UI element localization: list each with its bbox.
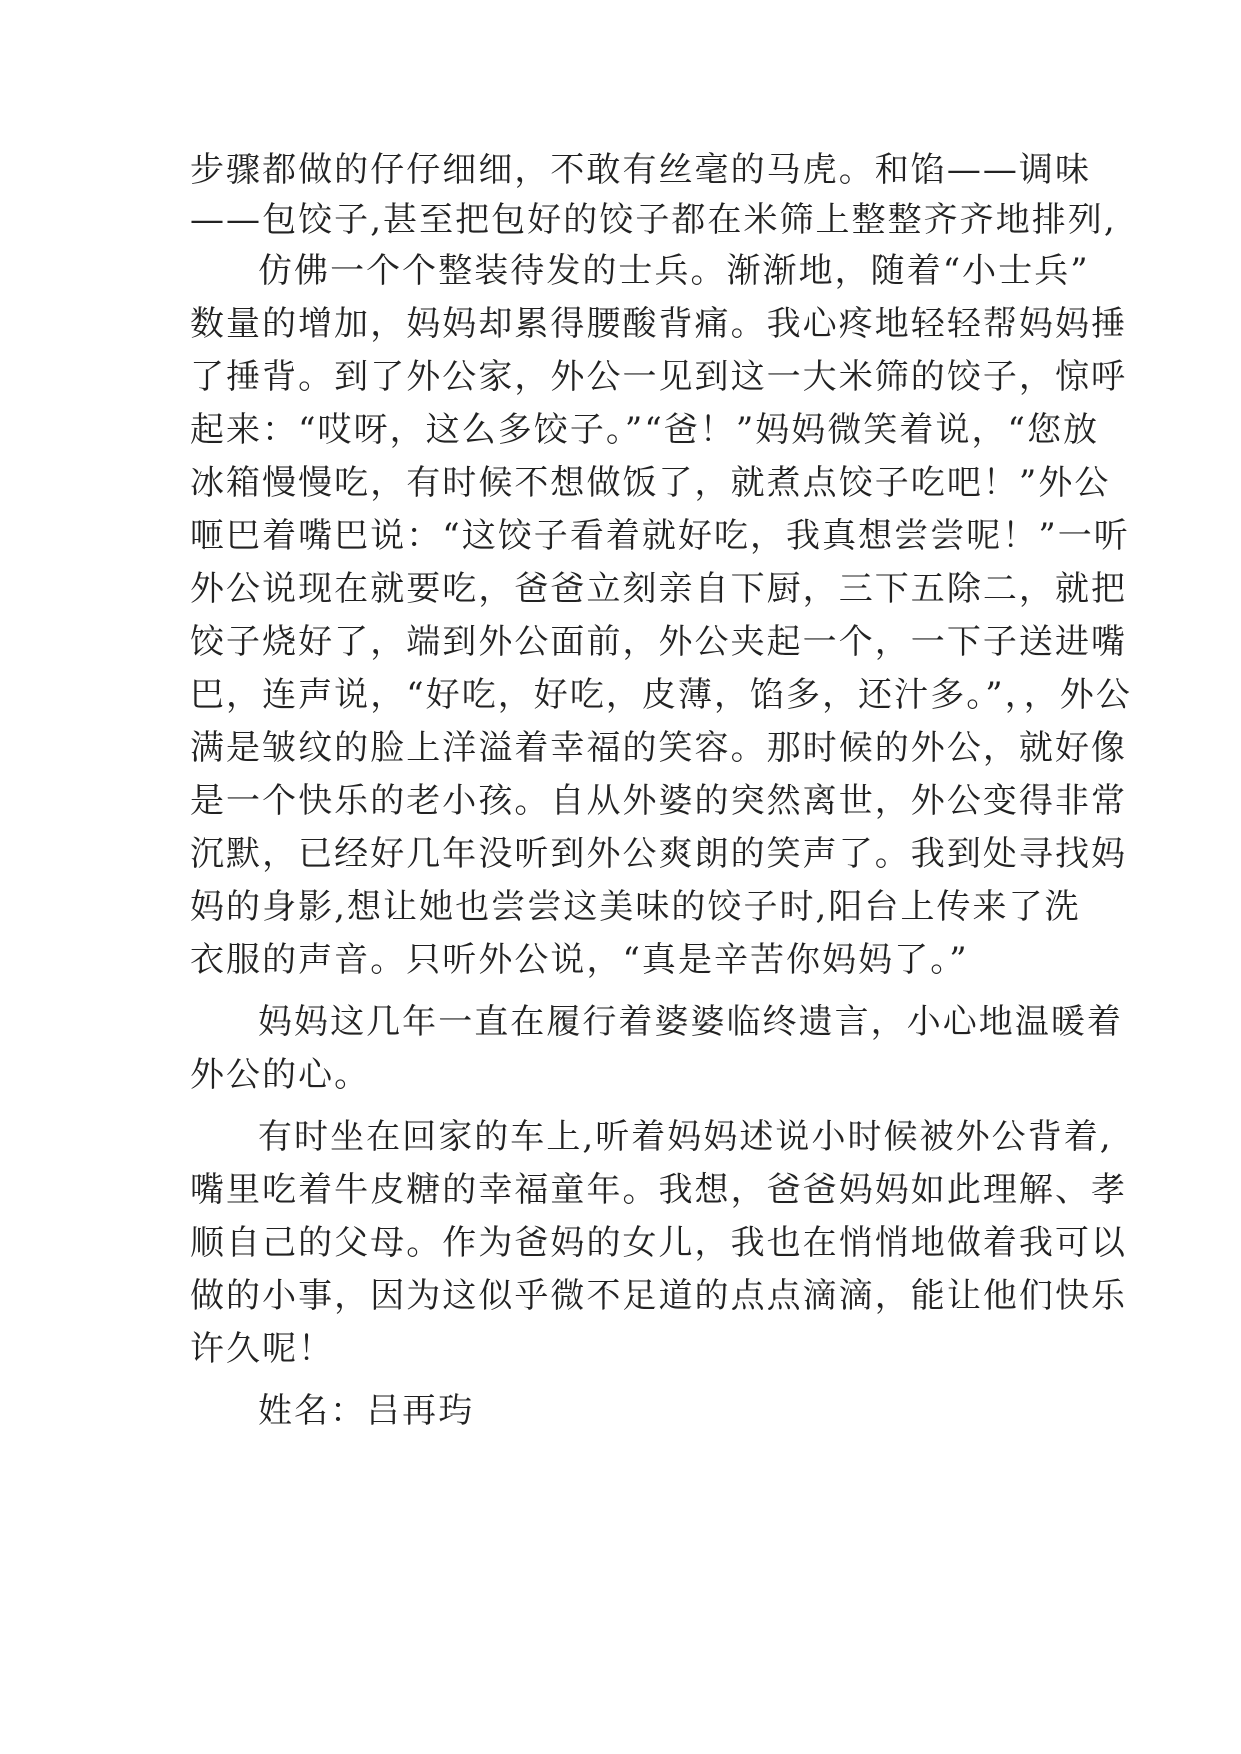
- text-line: 起来：“哎呀，这么多饺子。”“爸！”妈妈微笑着说，“您放: [190, 410, 1100, 450]
- text-line: 冰箱慢慢吃，有时候不想做饭了，就煮点饺子吃吧！”外公: [190, 463, 1111, 503]
- text-line: 妈妈这几年一直在履行着婆婆临终遗言，小心地温暖着: [258, 1002, 1123, 1042]
- text-line: 做的小事，因为这似乎微不足道的点点滴滴，能让他们快乐: [190, 1276, 1128, 1316]
- text-line: 许久呢！: [190, 1329, 335, 1369]
- text-line: ——包饺子,甚至把包好的饺子都在米筛上整整齐齐地排列,: [190, 200, 1117, 240]
- text-line: 外公的心。: [190, 1055, 371, 1095]
- text-line: 饺子烧好了，端到外公面前，外公夹起一个，一下子送进嘴: [190, 622, 1128, 662]
- text-line: 数量的增加，妈妈却累得腰酸背痛。我心疼地轻轻帮妈妈捶: [190, 304, 1128, 344]
- text-line: 衣服的声音。只听外公说，“真是辛苦你妈妈了。”: [190, 940, 969, 980]
- text-line: 满是皱纹的脸上洋溢着幸福的笑容。那时候的外公，就好像: [190, 728, 1128, 768]
- text-line: 步骤都做的仔仔细细，不敢有丝毫的马虎。和馅——调味: [190, 150, 1091, 190]
- text-line: 嘴里吃着牛皮糖的幸福童年。我想，爸爸妈妈如此理解、孝: [190, 1170, 1128, 1210]
- text-line: 外公说现在就要吃，爸爸立刻亲自下厨，三下五除二，就把: [190, 569, 1128, 609]
- text-line: 仿佛一个个整装待发的士兵。渐渐地，随着“小士兵”: [258, 251, 1090, 291]
- text-line: 是一个快乐的老小孩。自从外婆的突然离世，外公变得非常: [190, 781, 1128, 821]
- text-line: 有时坐在回家的车上,听着妈妈述说小时候被外公背着,: [258, 1117, 1113, 1157]
- text-line: 妈的身影,想让她也尝尝这美味的饺子时,阳台上传来了洗: [190, 887, 1081, 927]
- text-line: 巴，连声说，“好吃，好吃，皮薄，馅多，还汁多。”，，外公: [190, 675, 1132, 715]
- author-name: 姓名：吕再玙: [258, 1391, 475, 1431]
- text-line: 咂巴着嘴巴说：“这饺子看着就好吃，我真想尝尝呢！”一听: [190, 516, 1130, 556]
- text-line: 沉默，已经好几年没听到外公爽朗的笑声了。我到处寻找妈: [190, 834, 1128, 874]
- text-line: 了捶背。到了外公家，外公一见到这一大米筛的饺子，惊呼: [190, 357, 1128, 397]
- text-line: 顺自己的父母。作为爸妈的女儿，我也在悄悄地做着我可以: [190, 1223, 1128, 1263]
